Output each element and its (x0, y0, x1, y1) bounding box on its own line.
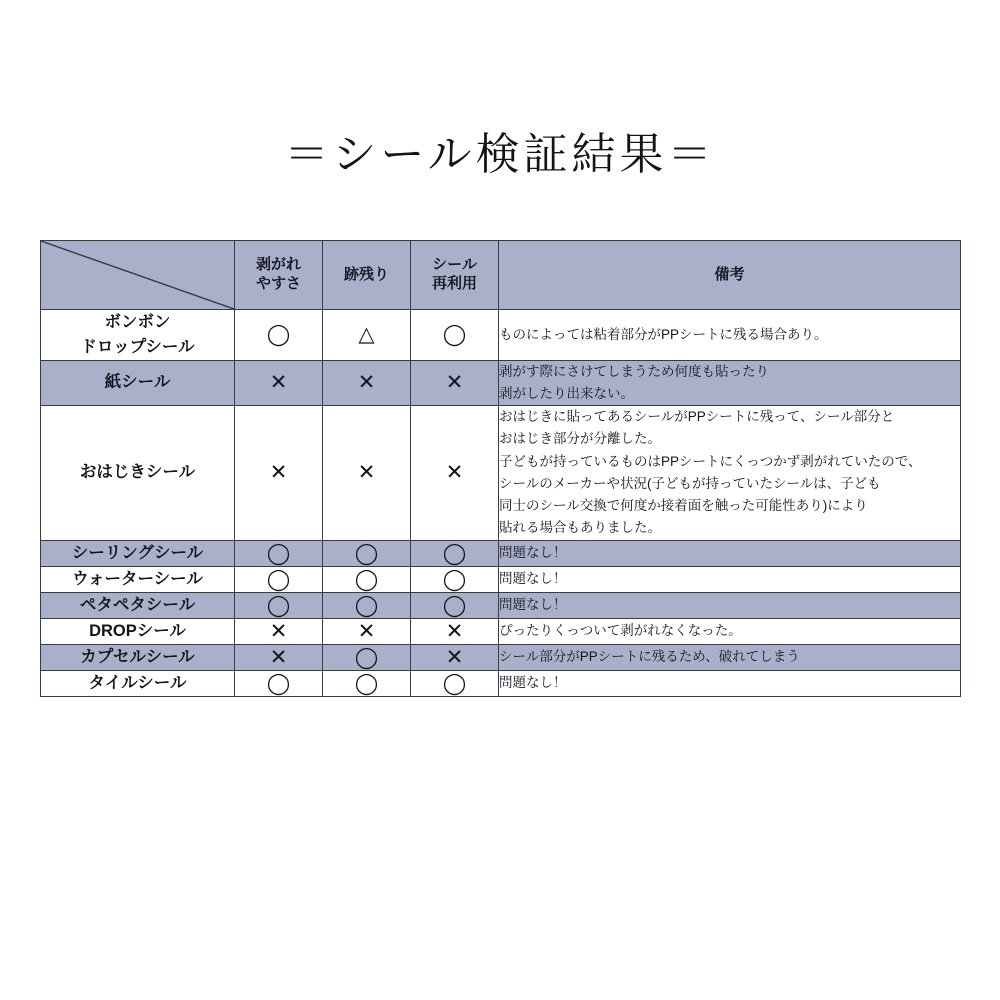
column-header-peel (235, 241, 323, 310)
cell-residue: ◯ (323, 644, 411, 670)
cell-notes (499, 540, 961, 566)
cell-residue: ✕ (323, 406, 411, 541)
column-header-reuse-line2: 再利用 (431, 275, 477, 292)
table-row (41, 540, 961, 566)
note-line: シールのメーカーや状況(子どもが持っていたシールは、子ども (499, 475, 881, 491)
note-line: ぴったりくっついて剥がれなくなった。 (499, 622, 742, 638)
cell-reuse: ✕ (411, 644, 499, 670)
row-name-water (41, 566, 235, 592)
column-header-notes: 備考 (499, 241, 961, 310)
note-line: 問題なし！ (499, 596, 567, 612)
row-name-line1: DROPシール (89, 621, 186, 640)
note-line: 剥がしたり出来ない。 (499, 385, 634, 401)
note-line: 貼れる場合もありました。 (499, 520, 661, 536)
row-name-line1: おはじきシール (79, 463, 196, 482)
table-row (41, 670, 961, 696)
cell-residue: ◯ (323, 670, 411, 696)
column-header-reuse (411, 241, 499, 310)
cell-peel: ◯ (235, 670, 323, 696)
cell-notes (499, 360, 961, 406)
table-row (41, 360, 961, 406)
cell-peel: ✕ (235, 406, 323, 541)
note-line: 同士のシール交換で何度か接着面を触った可能性あり)により (499, 498, 868, 514)
cell-peel: ◯ (235, 540, 323, 566)
table-row (41, 592, 961, 618)
table-header (41, 241, 961, 310)
cell-reuse: ✕ (411, 406, 499, 541)
cell-peel: ◯ (235, 310, 323, 361)
cell-peel: ✕ (235, 618, 323, 644)
row-name-ohajiki (41, 406, 235, 541)
cell-residue: ◯ (323, 566, 411, 592)
row-name-capsule (41, 644, 235, 670)
table-row (41, 618, 961, 644)
row-name-line1: ペタペタシール (79, 595, 196, 614)
note-line: ものによっては粘着部分がPPシートに残る場合あり。 (499, 326, 828, 342)
row-name-drop (41, 618, 235, 644)
row-name-line1: カプセルシール (80, 647, 195, 666)
cell-notes (499, 644, 961, 670)
cell-peel: ◯ (235, 592, 323, 618)
note-line: 問題なし！ (499, 570, 567, 586)
note-line: シール部分がPPシートに残るため、破れてしまう (499, 648, 800, 664)
row-name-paper (41, 360, 235, 406)
cell-reuse: ◯ (411, 592, 499, 618)
note-line: おはじき部分が分離した。 (499, 431, 661, 447)
cell-residue: △ (323, 310, 411, 361)
cell-notes (499, 406, 961, 541)
cell-notes (499, 618, 961, 644)
cell-notes (499, 566, 961, 592)
cell-residue: ◯ (323, 592, 411, 618)
diagonal-divider-icon (41, 241, 234, 309)
cell-residue: ◯ (323, 540, 411, 566)
table-row (41, 310, 961, 361)
note-line: 剥がす際にさけてしまうため何度も貼ったり (499, 363, 769, 379)
table-body (41, 310, 961, 697)
column-header-reuse-line1: シール (432, 256, 477, 274)
sticker-test-results-table (40, 240, 961, 697)
note-line: おはじきに貼ってあるシールがPPシートに残って、シール部分と (499, 409, 895, 425)
table-row (41, 566, 961, 592)
row-name-line2: ドロップシール (80, 337, 195, 356)
column-header-peel-line2: やすさ (255, 275, 301, 292)
row-name-line1: ウォーターシール (72, 569, 203, 588)
cell-reuse: ◯ (411, 566, 499, 592)
table-corner-cell (41, 241, 235, 310)
note-line: 問題なし！ (499, 544, 567, 560)
cell-reuse: ◯ (411, 310, 499, 361)
row-name-line1: タイルシール (88, 673, 187, 692)
row-name-line1: シーリングシール (71, 543, 204, 562)
cell-residue: ✕ (323, 360, 411, 406)
cell-residue: ✕ (323, 618, 411, 644)
page-title: ＝シール検証結果＝ (284, 130, 716, 179)
row-name-line1: ボンボン (104, 313, 171, 331)
note-line: 問題なし！ (499, 674, 567, 690)
cell-peel: ◯ (235, 566, 323, 592)
cell-reuse: ✕ (411, 618, 499, 644)
cell-reuse: ◯ (411, 540, 499, 566)
cell-peel: ✕ (235, 644, 323, 670)
cell-reuse: ◯ (411, 670, 499, 696)
table-row (41, 644, 961, 670)
table-row (41, 406, 961, 541)
note-line: 子どもが持っているものはPPシートにくっつかず剥がれていたので、 (499, 453, 922, 469)
cell-notes (499, 310, 961, 361)
row-name-tile (41, 670, 235, 696)
cell-reuse: ✕ (411, 360, 499, 406)
table-header-row (41, 241, 961, 310)
column-header-peel-line1: 剥がれ (255, 256, 301, 274)
cell-peel: ✕ (235, 360, 323, 406)
row-name-line1: 紙シール (104, 373, 171, 392)
row-name-bonbon-drop (41, 310, 235, 361)
column-header-residue: 跡残り (323, 241, 411, 310)
cell-notes (499, 592, 961, 618)
cell-notes (499, 670, 961, 696)
row-name-petapeta (41, 592, 235, 618)
row-name-sealing (41, 540, 235, 566)
